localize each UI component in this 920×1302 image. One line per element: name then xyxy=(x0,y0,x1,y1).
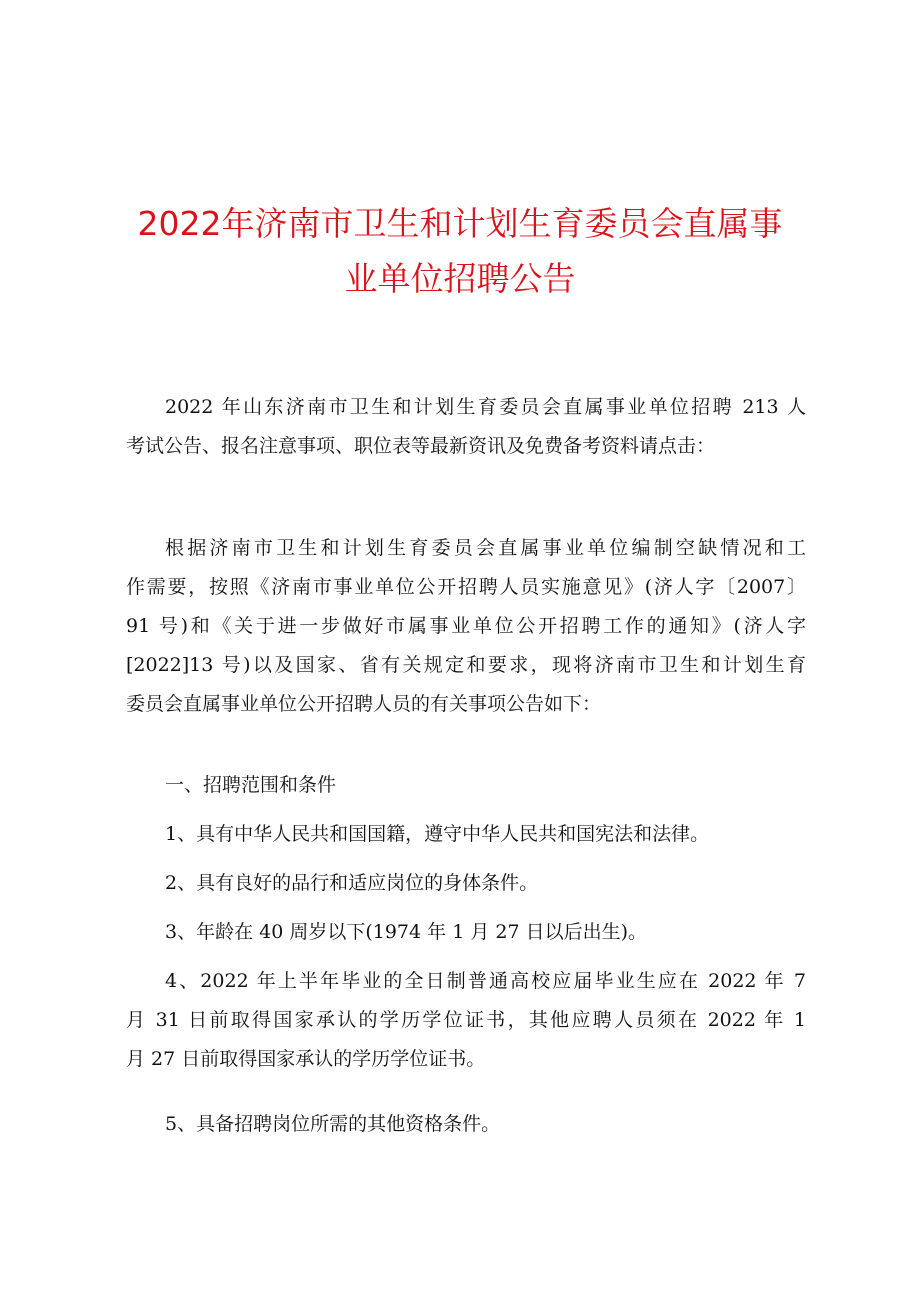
section-heading: 一、招聘范围和条件 xyxy=(165,774,337,796)
document-title xyxy=(110,196,810,306)
paragraph-line: 委员会直属事业单位公开招聘人员的有关事项公告如下： xyxy=(126,693,602,715)
list-item xyxy=(126,962,806,1079)
list-item-text: 月 31 日前取得国家承认的学历学位证书，其他应聘人员须在 2022 年 1 xyxy=(126,1009,806,1031)
list-item-text: 5、具备招聘岗位所需的其他资格条件。 xyxy=(165,1113,501,1135)
list-item-text: 月 27 日前取得国家承认的学历学位证书。 xyxy=(126,1048,486,1070)
title-line: 业单位招聘公告 xyxy=(344,259,576,298)
paragraph-line: 考试公告、报名注意事项、职位表等最新资讯及免费备考资料请点击： xyxy=(126,435,716,457)
list-item-text: 4、2022 年上半年毕业的全日制普通高校应届毕业生应在 2022 年 7 xyxy=(165,970,806,992)
paragraph-line: 91 号)和《关于进一步做好市属事业单位公开招聘工作的通知》(济人字 xyxy=(126,615,806,637)
list-item xyxy=(126,1105,806,1144)
paragraph-line: 作需要，按照《济南市事业单位公开招聘人员实施意见》(济人字〔2007〕 xyxy=(126,576,806,598)
title-line: 2022年济南市卫生和计划生育委员会直属事 xyxy=(137,204,783,243)
paragraph-line: 2022 年山东济南市卫生和计划生育委员会直属事业单位招聘 213 人 xyxy=(165,396,806,418)
list-item xyxy=(126,864,806,903)
paragraph-line: 根据济南市卫生和计划生育委员会直属事业单位编制空缺情况和工 xyxy=(165,537,806,559)
conditions-list xyxy=(126,766,806,805)
intro-paragraph xyxy=(126,388,806,466)
list-item xyxy=(126,913,806,952)
paragraph-line: [2022]13 号)以及国家、省有关规定和要求，现将济南市卫生和计划生育 xyxy=(126,654,806,676)
list-item-text: 3、年龄在 40 周岁以下(1974 年 1 月 27 日以后出生)。 xyxy=(165,921,647,943)
list-item-text: 1、具有中华人民共和国国籍，遵守中华人民共和国宪法和法律。 xyxy=(165,823,710,845)
list-item-text: 2、具有良好的品行和适应岗位的身体条件。 xyxy=(165,872,539,894)
body-paragraph xyxy=(126,529,806,724)
list-item xyxy=(126,815,806,854)
